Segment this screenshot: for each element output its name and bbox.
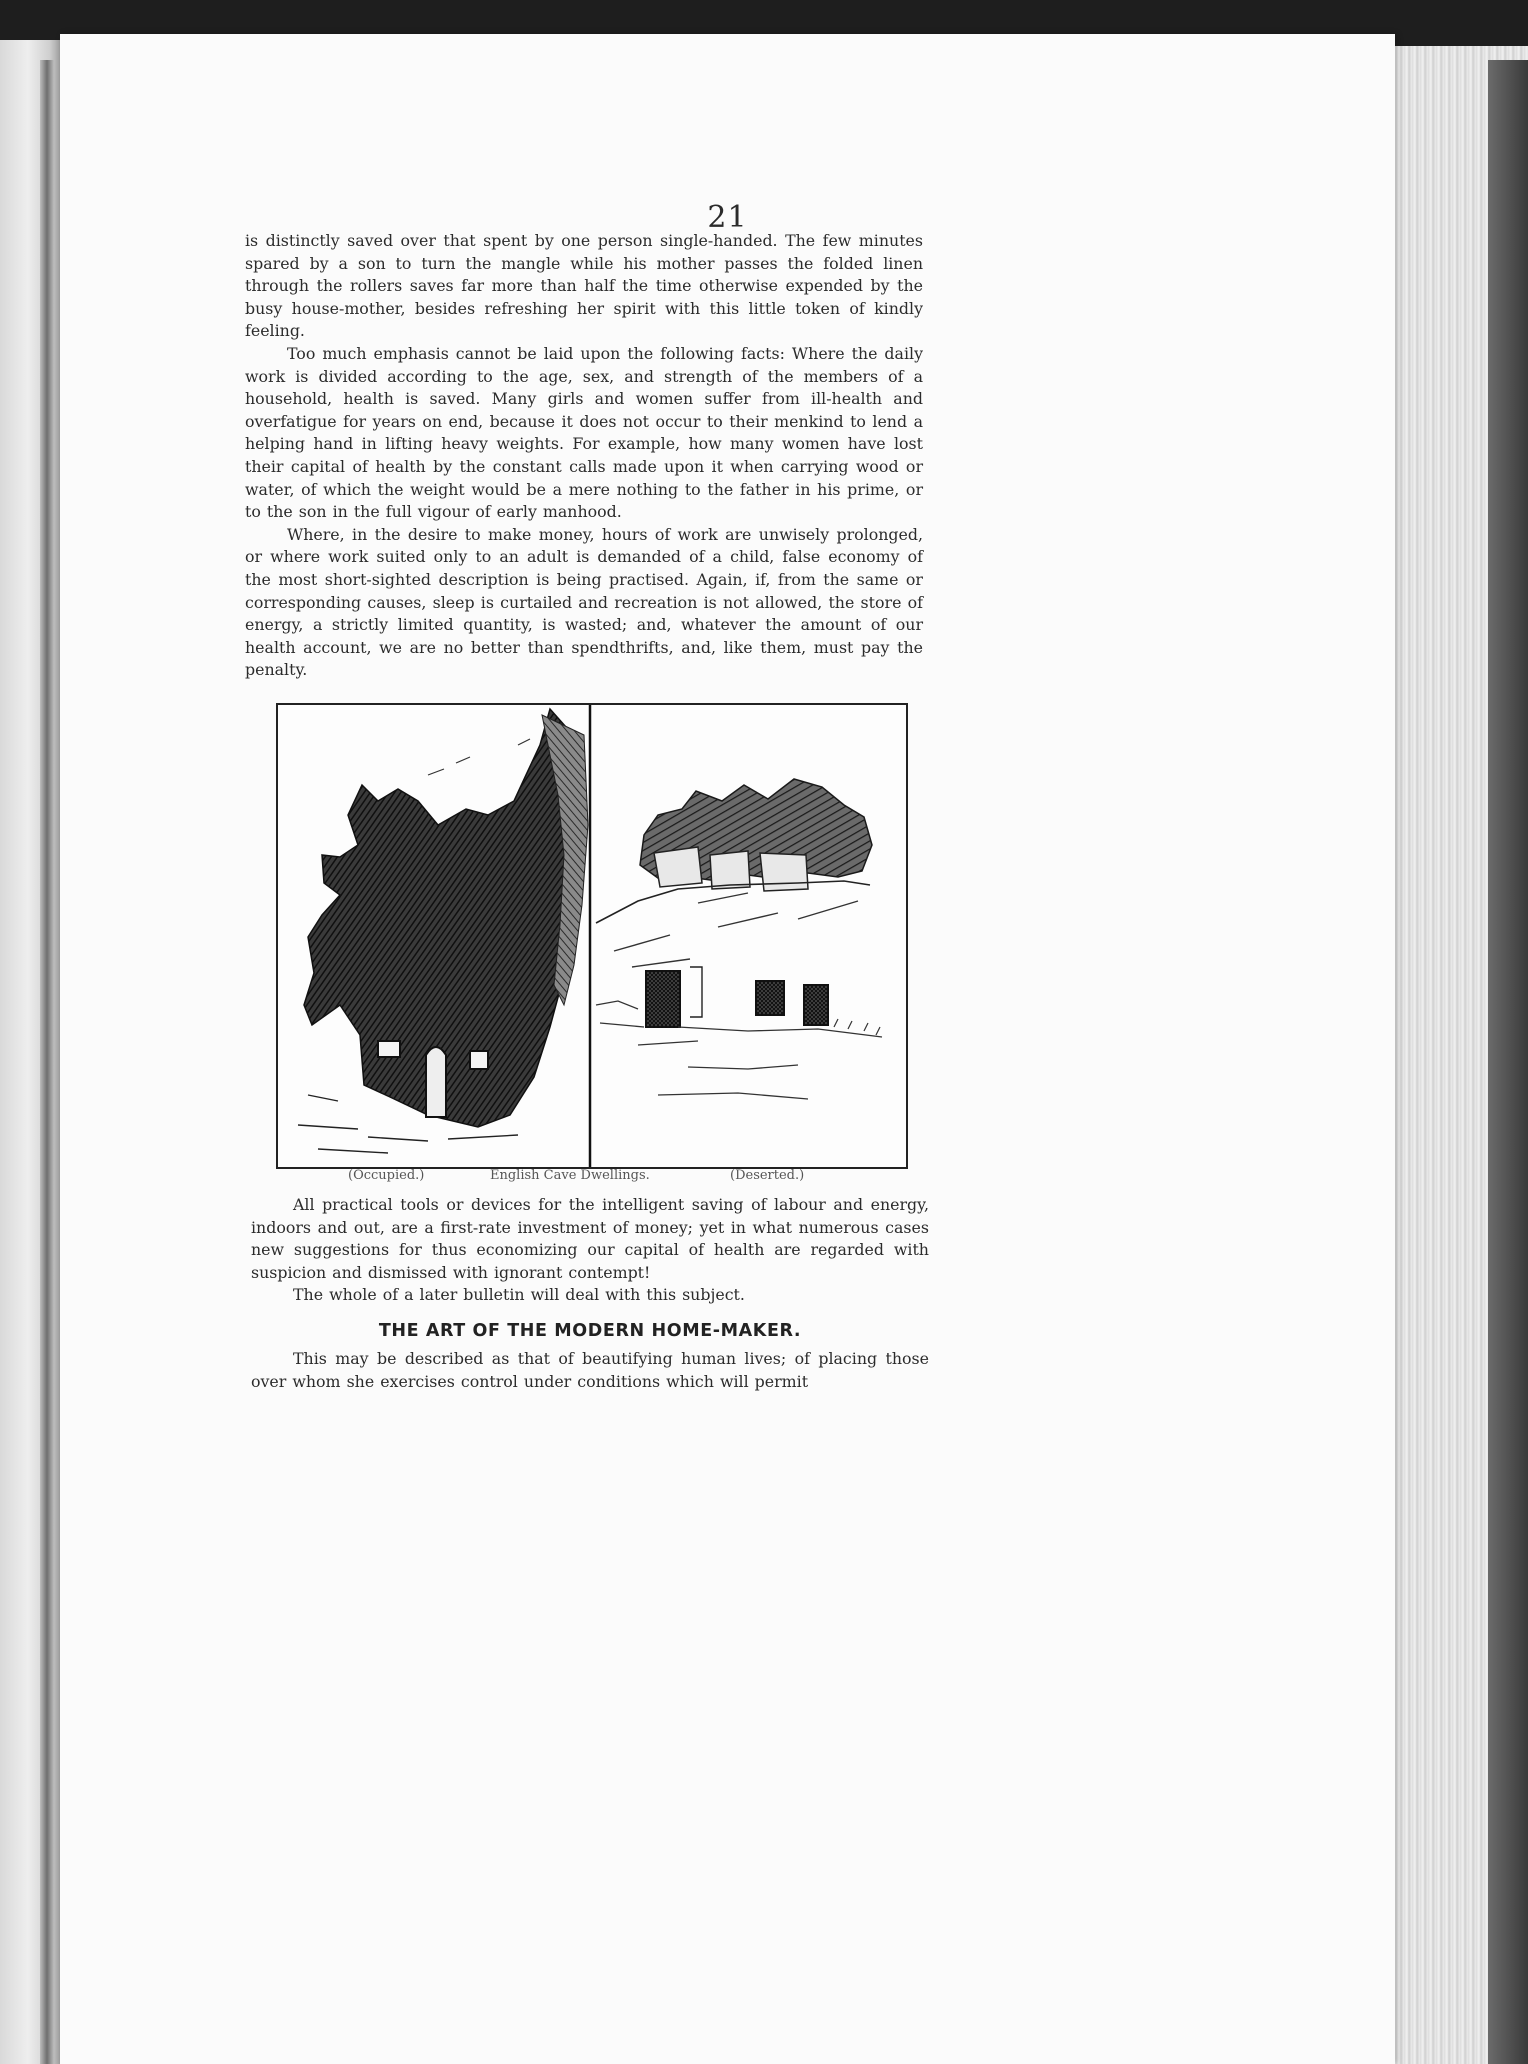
caption-title: English Cave Dwellings. [490, 1168, 650, 1183]
deserted-dwelling-drawing [596, 779, 882, 1099]
book-binding [40, 60, 54, 2064]
book-cover-edge [1488, 60, 1528, 2064]
caption-occupied: (Occupied.) [348, 1168, 425, 1183]
figure-caption [276, 1168, 908, 1188]
paragraph-false-economy: Where, in the desire to make money, hours of work are unwisely prolonged, or where work suited only to an adult is demanded of a child, false economy of the most short-sighted description is being practised. Again, if, from the same or corresponding causes, sleep is curtailed and recreation is not allowed, the store of energy, a strictly limited quantity, is wasted; and, whatever the amount of our health account, we are no better than spendthrifts, and, like them, must pay the penalty. [245, 524, 923, 680]
cave-dwellings-illustration [276, 703, 908, 1169]
page-number: 21 [707, 200, 748, 235]
occupied-dwelling-drawing [298, 709, 588, 1153]
book-page [60, 34, 1395, 2064]
body-text-final [251, 1348, 929, 1393]
body-text-bottom [251, 1194, 929, 1307]
paragraph-later-bulletin: The whole of a later bulletin will deal with this subject. [293, 1285, 745, 1305]
paragraph-continuation: is distinctly saved over that spent by one person single-handed. The few minutes spared by a son to turn the mangle while his mother passes the folded linen through the rollers saves far more than half the time otherwise expended by the busy house-mother, besides refreshing her spirit with this little token of kindly feeling. [245, 231, 923, 341]
paragraph-emphasis: Too much emphasis cannot be laid upon the following facts: Where the daily work is divided according to the age, sex, and strength of the members of a household, health is saved. Many girls and women suffer from ill-health and overfatigue for years on end, because it does not occur to their menkind to lend a helping hand in lifting heavy weights. For example, how many women have lost their capital of health by the constant calls made upon it when carrying wood or water, of which the weight would be a mere nothing to the father in his prime, or to the son in the full vigour of early manhood. [245, 343, 923, 522]
paragraph-home-maker: This may be described as that of beautifying human lives; of placing those over whom she exercises control under conditions which will permit [251, 1349, 929, 1391]
caption-deserted: (Deserted.) [730, 1168, 805, 1183]
paragraph-tools: All practical tools or devices for the intelligent saving of labour and energy, indoors and out, are a first-rate investment of money; yet in what numerous cases new suggestions for thus economizing our capital of health are regarded with suspicion and dismissed with ignorant contempt! [251, 1195, 929, 1282]
section-heading: THE ART OF THE MODERN HOME-MAKER. [378, 1321, 802, 1341]
body-text-top [245, 230, 923, 682]
